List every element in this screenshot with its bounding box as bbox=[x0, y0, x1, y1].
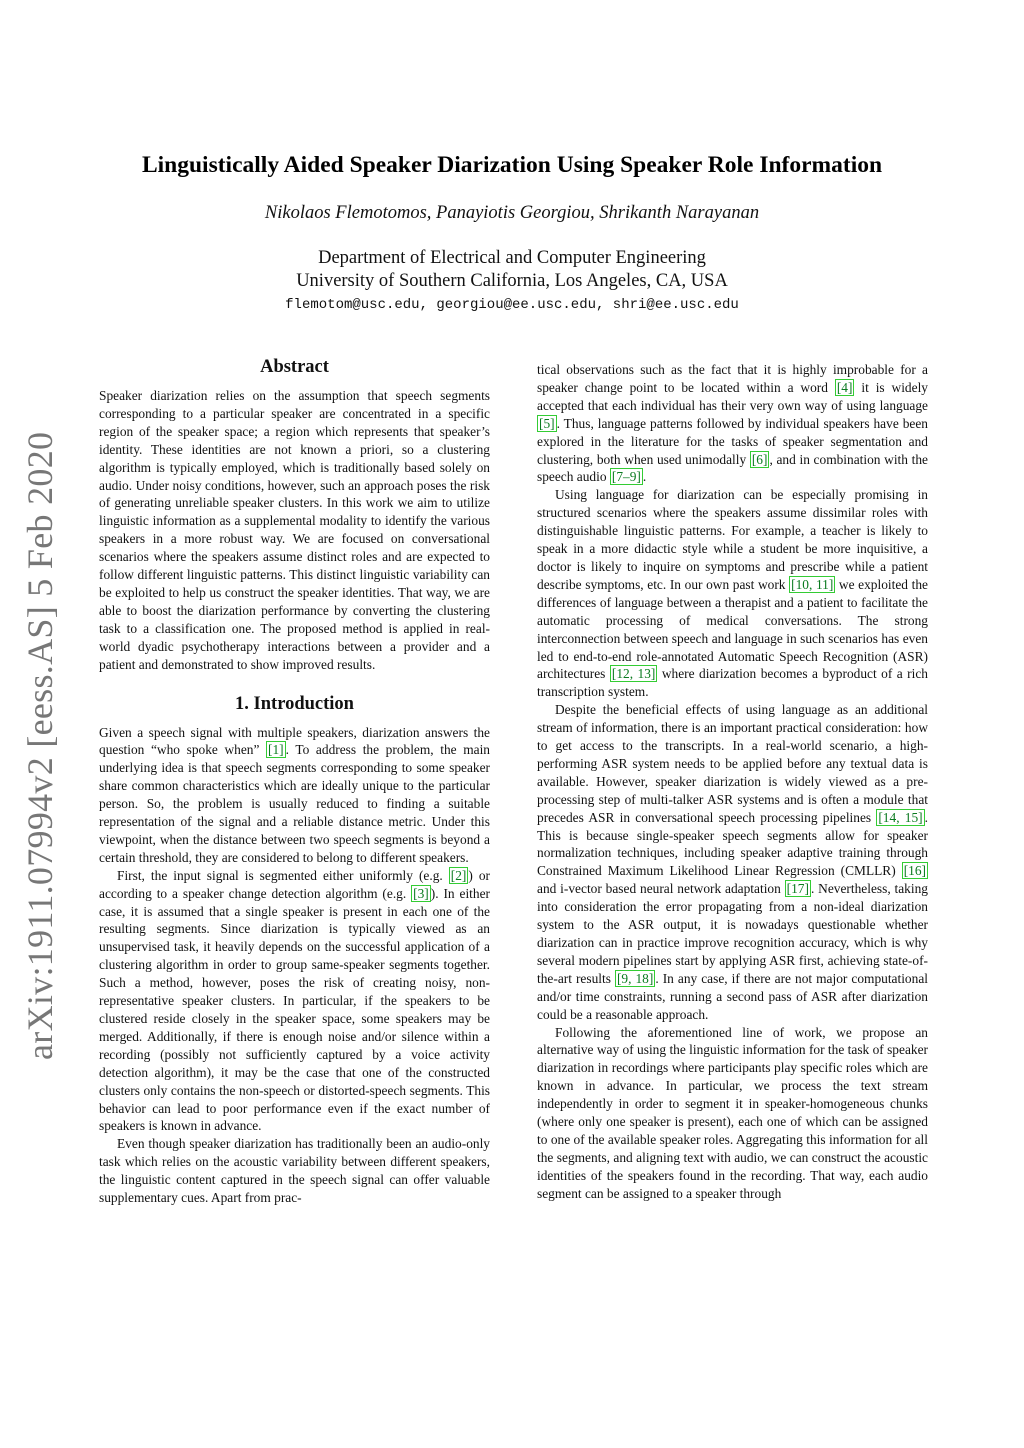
text-run: we exploited the differences of language between a therapist and a patient to facilitate the automatic processing of medical conversations. The strong interconnection between speech and language in such scenarios has even led to end-to-end role-annotated Automatic Speech Recognition (ASR) architectures bbox=[537, 576, 928, 682]
citation-link[interactable]: [9, 18] bbox=[616, 970, 654, 986]
citation-link[interactable]: [1] bbox=[268, 742, 284, 758]
arxiv-identifier: arXiv:1911.07994v2 [eess.AS] 5 Feb 2020 bbox=[20, 431, 60, 1060]
right-column bbox=[537, 361, 928, 1203]
intro-paragraph-1 bbox=[99, 724, 490, 867]
citation-link[interactable]: [7–9] bbox=[611, 469, 641, 485]
abstract-text: Speaker diarization relies on the assumption that speech segments corresponding to a particular speaker are concentrated in a specific region of the speaker space; a region which represents that speaker’s identity. These identities are not known a priori, so a clustering algorithm is typically employed, which is traditionally based solely on audio. Under noisy conditions, however, such an approach poses the risk of generating unreliable speaker clusters. In this work we aim to utilize linguistic information as a supplemental modality to identify the various speakers in a more robust way. We are focused on conversational scenarios where the speakers assume distinct roles and are expected to follow different linguistic patterns. This distinct linguistic variability can be exploited to help us construct the speaker identities. That way, we are able to boost the diarization performance by converting the clustering task to a classification one. The proposed method is applied in real-world dyadic psychotherapy interactions between a provider and a patient and demonstrated to show improved results. bbox=[99, 388, 490, 672]
text-run: it is widely accepted that each individual has their very own way of using language bbox=[537, 379, 928, 413]
text-run: . bbox=[642, 469, 647, 485]
text-run: . In any case, if there are not major computational and/or time constraints, running a second pass of ASR after diarization could be a reasonable approach. bbox=[537, 970, 928, 1022]
citation-link[interactable]: [6] bbox=[751, 451, 768, 467]
citation-link[interactable]: [14, 15] bbox=[878, 809, 923, 825]
intro-paragraph-3-continued bbox=[537, 361, 928, 486]
intro-paragraph-5 bbox=[537, 701, 928, 1023]
text-run: . To address the problem, the main underlying idea is that speech segments corresponding to some speaker share common characteristics which are ideally unique to the particular person. So, the problem is usually reduced to finding a suitable representation of the signal and a reliable distance metric. Under this viewpoint, when the distance between two speech segments is beyond a certain threshold, they are considered to belong to different speakers. bbox=[99, 742, 490, 865]
affiliation-department: Department of Electrical and Computer Engineering bbox=[318, 248, 706, 268]
citation-link[interactable]: [5] bbox=[539, 415, 555, 431]
introduction-heading: 1. Introduction bbox=[235, 693, 354, 714]
intro-paragraph-2 bbox=[99, 867, 490, 1136]
text-run: . This is because single-speaker speech segments allow for speaker normalization techniques, including speaker adaptive training through Constrained Maximum Likelihood Linear Regression (CMLLR) bbox=[537, 809, 928, 879]
text-run: Given a speech signal with multiple speakers, diarization answers the question “who spoke when” bbox=[99, 724, 490, 758]
citation-link[interactable]: [4] bbox=[836, 379, 853, 395]
text-run: , and in combination with the speech audio bbox=[537, 451, 928, 485]
text-run: ) or according to a speaker change detection algorithm (e.g. bbox=[99, 867, 490, 901]
citation-link[interactable]: [12, 13] bbox=[611, 666, 656, 682]
abstract-heading: Abstract bbox=[260, 357, 329, 377]
text-run: First, the input signal is segmented either uniformly (e.g. bbox=[117, 867, 449, 883]
text-run: Using language for diarization can be especially promising in structured scenarios where the speakers assume dissimilar roles with distinguishable linguistic patterns. For example, a teacher is likely to speak in a more didactic style while a student be more inquisitive, a doctor is likely to inquire on symptoms and prescribe while a patient describe symptoms, etc. In our own past work bbox=[537, 487, 928, 592]
author-emails: flemotom@usc.edu, georgiou@ee.usc.edu, shri@ee.usc.edu bbox=[285, 297, 739, 313]
citation-link[interactable]: [10, 11] bbox=[791, 576, 834, 592]
citation-link[interactable]: [2] bbox=[450, 867, 467, 883]
author-list: Nikolaos Flemotomos, Panayiotis Georgiou, Shrikanth Narayanan bbox=[264, 203, 760, 223]
text-run: . Thus, language patterns followed by individual speakers have been explored in the literature for the tasks of speaker segmentation and clustering, both when used unimodally bbox=[537, 415, 928, 467]
citation-link[interactable]: [16] bbox=[903, 863, 926, 879]
left-column bbox=[99, 355, 490, 1207]
paper-title: Linguistically Aided Speaker Diarization Using Speaker Role Information bbox=[141, 152, 883, 178]
intro-paragraph-6: Following the aforementioned line of work, we propose an alternative way of using the linguistic information for the task of speaker diarization in recordings where participants play specific roles which are known in advance. In particular, we process the text stream independently in order to segment it in speaker-homogeneous chunks (where only one speaker is present), each one of which can be assigned to one of the available speaker roles. Aggregating this information for all the segments, and aligning text with audio, we can construct the acoustic identities of the speakers found in the recording. That way, each audio segment can be assigned to a speaker through bbox=[537, 1024, 928, 1201]
citation-link[interactable]: [3] bbox=[413, 885, 429, 901]
text-run: tical observations such as the fact that it is highly improbable for a speaker change point to be located within a word bbox=[537, 362, 928, 395]
affiliation bbox=[60, 247, 964, 293]
text-run: . Nevertheless, taking into consideration the error propagating from a non-ideal diarization system to the ASR output, it is nowadays questionable whether diarization can in practice improve recognition accuracy, which is why several modern pipelines start by applying ASR first, achieving state-of-the-art results bbox=[537, 881, 928, 986]
text-run: Despite the beneficial effects of using language as an additional stream of information, there is an important practical consideration: how to get access to the transcripts. In a real-world scenario, a high-performing ASR system needs to be applied before any textual data is available. However, speaker diarization is widely viewed as a pre-processing step of multi-talker ASR systems and is often a module that precedes ASR in conversational speech processing pipelines bbox=[537, 702, 928, 825]
intro-paragraph-3: Even though speaker diarization has traditionally been an audio-only task which relies on the acoustic variability between different speakers, the linguistic content captured in the speech signal can offer valuable supplementary cues. Apart from prac- bbox=[99, 1136, 490, 1206]
text-run: ). In either case, it is assumed that a single speaker is present in each one of the resulting segments. Since diarization is typically viewed as an unsupervised task, it heavily depends on the successful application of a clustering algorithm in order to group same-speaker segments together. Such a method, however, poses the risk of creating noisy, non-representative speaker clusters. In particular, if the speakers to be clustered reside closely in the speaker space, some speakers may be merged. Additionally, if there is enough noise and/or silence within a recording (possibly not sufficiently captured by a voice activity detection algorithm), it may be the case that one of the constructed clusters only contains the non-speech or distorted-speech segments. This behavior can lead to poor performance even if the exact number of speakers is known in advance. bbox=[99, 885, 490, 1134]
text-run: and i-vector based neural network adaptation bbox=[537, 881, 785, 897]
text-run: where diarization becomes a byproduct of a rich transcription system. bbox=[537, 666, 928, 700]
intro-paragraph-4 bbox=[537, 486, 928, 701]
citation-link[interactable]: [17] bbox=[786, 881, 809, 897]
affiliation-university: University of Southern California, Los Angeles, CA, USA bbox=[296, 271, 728, 291]
